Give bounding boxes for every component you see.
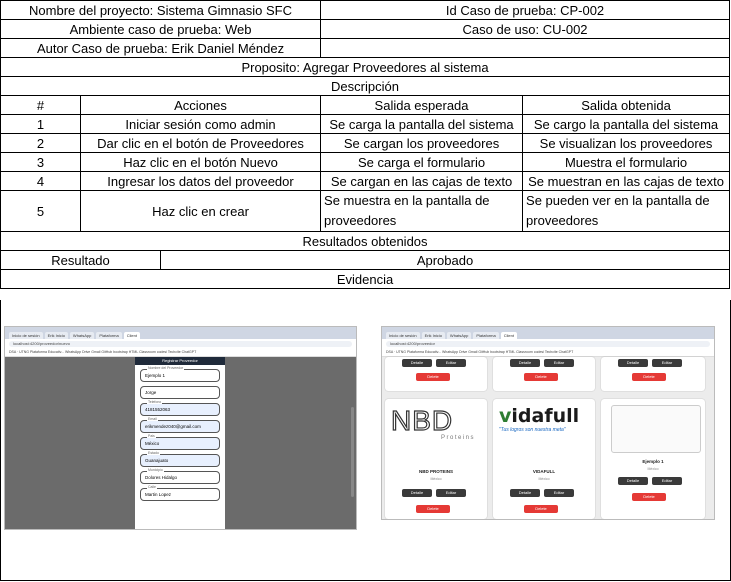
step-action: Haz clic en el botón Nuevo <box>81 153 321 172</box>
step-action: Iniciar sesión como admin <box>81 115 321 134</box>
card-country: México <box>647 467 659 471</box>
form-canvas <box>5 357 356 529</box>
use-case: Caso de uso: CU-002 <box>321 20 730 39</box>
edit-button: Editar <box>436 359 466 367</box>
step-obtained: Se pueden ver en la pantalla de proveedores <box>523 191 730 232</box>
delete-button: Delete <box>416 373 450 381</box>
browser-tab: WhatsApp <box>70 332 94 339</box>
card-name: Ejemplo 1 <box>642 459 664 464</box>
evidence-title: Evidencia <box>1 270 730 289</box>
project-name: Nombre del proyecto: Sistema Gimnasio SFC <box>1 1 321 20</box>
field-value: Guanajuato <box>145 458 169 463</box>
form-field <box>140 417 220 433</box>
browser-tab: Inicio de sesión <box>9 332 43 339</box>
step-expected: Se cargan en las cajas de texto <box>321 172 523 191</box>
step-action: Haz clic en crear <box>81 191 321 232</box>
step-num: 2 <box>1 134 81 153</box>
step-row <box>1 191 730 232</box>
edit-button: Editar <box>652 359 682 367</box>
url-text: localhost:4200/proveedor/nuevo <box>9 341 352 347</box>
browser-tab: Plataforma <box>473 332 498 339</box>
supplier-card <box>601 357 705 391</box>
field-label: Email <box>148 417 157 421</box>
field-value: Jorge <box>145 390 157 395</box>
url-text: localhost:4200/proveedor <box>386 341 710 347</box>
form-title: Registrar Proveedor <box>135 357 225 365</box>
browser-tab: Client <box>501 332 517 339</box>
field-label: Calle <box>148 485 156 489</box>
card-country: México <box>538 477 550 481</box>
field-value: 4181552063 <box>145 407 171 412</box>
browser-tab: Client <box>124 332 140 339</box>
step-action: Ingresar los datos del proveedor <box>81 172 321 191</box>
supplier-card-ejemplo <box>601 399 705 519</box>
browser-tab: Erik Inicio <box>422 332 445 339</box>
evidence-area <box>0 300 731 581</box>
delete-button[interactable]: Delete <box>632 493 666 501</box>
edit-button[interactable]: Editar <box>436 489 466 497</box>
result-label: Resultado <box>1 251 161 270</box>
step-num: 1 <box>1 115 81 134</box>
supplier-card <box>385 357 487 391</box>
bookmarks-bar: DSA · UTNG Plataforma Educativ... WhatsApp Drive Gmail GitHub bootstrap HTML Classroom codesi Techcite ChatGPT <box>382 349 714 357</box>
step-row <box>1 153 730 172</box>
empty-cell <box>321 39 730 58</box>
form-field <box>140 451 220 467</box>
delete-button[interactable]: Delete <box>416 505 450 513</box>
step-obtained: Muestra el formulario <box>523 153 730 172</box>
step-num: 3 <box>1 153 81 172</box>
step-expected: Se cargan los proveedores <box>321 134 523 153</box>
test-case-table <box>0 0 730 289</box>
environment: Ambiente caso de prueba: Web <box>1 20 321 39</box>
url-bar <box>5 339 356 349</box>
col-actions: Acciones <box>81 96 321 115</box>
card-country: México <box>430 477 442 481</box>
field-value: México <box>145 441 160 446</box>
supplier-card-nbd <box>385 399 487 519</box>
col-obtained: Salida obtenida <box>523 96 730 115</box>
step-row <box>1 172 730 191</box>
nbd-logo <box>391 407 483 447</box>
form-field <box>140 400 220 416</box>
vidafull-slogan: "Tus logros son nuestra meta" <box>499 427 566 433</box>
browser-tabs <box>382 327 714 339</box>
nbd-logo-sub: Proteins <box>440 435 475 441</box>
detail-button[interactable]: Detalle <box>618 477 648 485</box>
step-obtained: Se muestran en las cajas de texto <box>523 172 730 191</box>
browser-tab: Plataforma <box>96 332 121 339</box>
step-expected: Se carga el formulario <box>321 153 523 172</box>
scrollbar <box>351 407 354 497</box>
card-name: NBD PROTEINS <box>418 469 453 474</box>
field-label: Municipio <box>148 468 163 472</box>
bookmarks-bar: DSA · UTNG Plataforma Educativ... WhatsApp Drive Gmail GitHub bootstrap HTML Classroom codesi Techcite ChatGPT <box>5 349 356 357</box>
delete-button: Delete <box>524 373 558 381</box>
browser-tabs <box>5 327 356 339</box>
browser-tab: Erik Inicio <box>45 332 68 339</box>
placeholder-image <box>611 405 701 453</box>
form-field <box>140 485 220 501</box>
card-name: VIDAFULL <box>532 469 556 474</box>
field-value: Ejemplo 1 <box>145 373 166 378</box>
vidafull-logo-text: vidafull <box>499 405 580 427</box>
nbd-logo-text: NBD <box>391 405 454 436</box>
form-field <box>140 468 220 484</box>
detail-button[interactable]: Detalle <box>510 489 540 497</box>
case-id: Id Caso de prueba: CP-002 <box>321 1 730 20</box>
detail-button: Detalle <box>510 359 540 367</box>
vidafull-logo <box>499 405 591 451</box>
evidence-screenshot-form <box>4 326 357 530</box>
detail-button[interactable]: Detalle <box>402 489 432 497</box>
browser-tab: WhatsApp <box>447 332 471 339</box>
step-num: 5 <box>1 191 81 232</box>
step-expected: Se carga la pantalla del sistema <box>321 115 523 134</box>
form-field <box>140 366 220 382</box>
delete-button: Delete <box>632 373 666 381</box>
step-row <box>1 115 730 134</box>
cards-canvas <box>382 357 714 519</box>
result-value: Aprobado <box>161 251 730 270</box>
col-num: # <box>1 96 81 115</box>
delete-button[interactable]: Delete <box>524 505 558 513</box>
step-obtained: Se cargo la pantalla del sistema <box>523 115 730 134</box>
step-num: 4 <box>1 172 81 191</box>
author: Autor Caso de prueba: Erik Daniel Méndez <box>1 39 321 58</box>
evidence-screenshot-cards <box>381 326 715 520</box>
field-label: Nombre del Proveedor <box>148 366 184 370</box>
detail-button: Detalle <box>402 359 432 367</box>
step-expected: Se muestra en la pantalla de proveedores <box>321 191 523 232</box>
results-title: Resultados obtenidos <box>1 232 730 251</box>
edit-button[interactable]: Editar <box>544 489 574 497</box>
step-obtained: Se visualizan los proveedores <box>523 134 730 153</box>
field-label: Telefono <box>148 400 162 404</box>
col-expected: Salida esperada <box>321 96 523 115</box>
detail-button: Detalle <box>618 359 648 367</box>
purpose: Proposito: Agregar Proveedores al sistema <box>1 58 730 77</box>
supplier-card-vidafull <box>493 399 595 519</box>
form-field <box>140 386 220 399</box>
field-value: Martin Lopez <box>145 492 172 497</box>
field-value: erikmendez040@gmail.com <box>145 424 201 429</box>
edit-button: Editar <box>544 359 574 367</box>
supplier-card <box>493 357 595 391</box>
field-label: Pais <box>148 434 155 438</box>
url-bar <box>382 339 714 349</box>
form-field <box>140 434 220 450</box>
field-label: Estado <box>148 451 159 455</box>
step-row <box>1 134 730 153</box>
step-action: Dar clic en el botón de Proveedores <box>81 134 321 153</box>
field-value: Dolores Hidalgo <box>145 475 178 480</box>
supplier-form <box>135 357 225 529</box>
browser-tab: Inicio de sesión <box>386 332 420 339</box>
edit-button[interactable]: Editar <box>652 477 682 485</box>
description-title: Descripción <box>1 77 730 96</box>
